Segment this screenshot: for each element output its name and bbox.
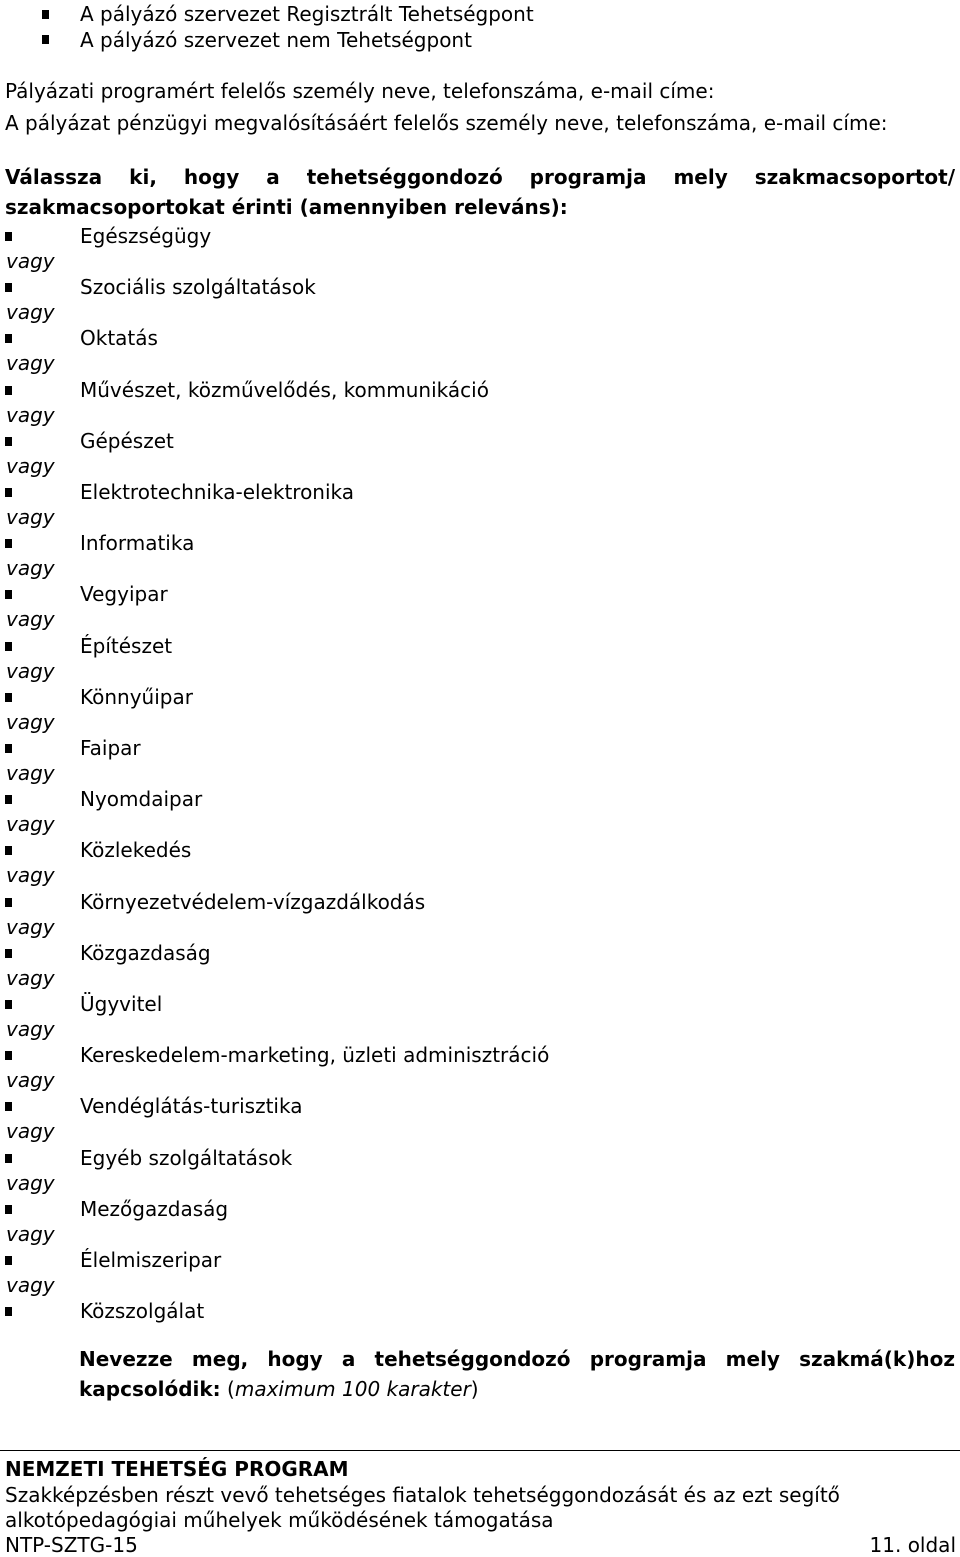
bullet-icon xyxy=(5,386,12,395)
footer-line-2: alkotópedagógiai műhelyek működésének támogatása xyxy=(5,1508,554,1532)
group-item: Szociális szolgáltatások xyxy=(80,275,316,299)
footer-page: 11. oldal xyxy=(869,1533,956,1557)
bullet-icon xyxy=(5,1256,12,1265)
group-item: Mezőgazdaság xyxy=(80,1197,229,1221)
group-item: Környezetvédelem-vízgazdálkodás xyxy=(80,890,426,914)
separator-or: vagy xyxy=(6,300,55,324)
separator-or: vagy xyxy=(6,1068,55,1092)
bullet-icon xyxy=(5,232,12,241)
group-item: Művészet, közművelődés, kommunikáció xyxy=(80,378,489,402)
separator-or: vagy xyxy=(6,915,55,939)
footer-rule xyxy=(0,1450,960,1451)
separator-or: vagy xyxy=(6,659,55,683)
separator-or: vagy xyxy=(6,1273,55,1297)
separator-or: vagy xyxy=(6,812,55,836)
bullet-icon xyxy=(5,283,12,292)
group-item: Közlekedés xyxy=(80,838,192,862)
group-item: Faipar xyxy=(80,736,141,760)
bullet-icon xyxy=(5,1051,12,1060)
top-option-registered: A pályázó szervezet Regisztrált Tehetségpont xyxy=(80,2,534,26)
group-item: Vendéglátás-turisztika xyxy=(80,1094,303,1118)
bullet-icon xyxy=(5,744,12,753)
group-item: Egyéb szolgáltatások xyxy=(80,1146,293,1170)
group-item: Élelmiszeripar xyxy=(80,1248,222,1272)
question-line-1: Válassza ki, hogy a tehetséggondozó programja mely szakmacsoportot/ xyxy=(5,165,955,189)
separator-or: vagy xyxy=(6,454,55,478)
bullet-icon xyxy=(5,898,12,907)
naming-label: kapcsolódik: xyxy=(79,1377,221,1401)
bullet-icon xyxy=(5,693,12,702)
bullet-icon xyxy=(42,35,49,44)
bullet-icon xyxy=(5,642,12,651)
group-item: Elektrotechnika-elektronika xyxy=(80,480,355,504)
bullet-icon xyxy=(5,1307,12,1316)
bullet-icon xyxy=(5,1000,12,1009)
group-item: Egészségügy xyxy=(80,224,212,248)
bullet-icon xyxy=(5,437,12,446)
separator-or: vagy xyxy=(6,556,55,580)
bullet-icon xyxy=(42,10,49,19)
group-item: Oktatás xyxy=(80,326,158,350)
group-item: Közszolgálat xyxy=(80,1299,205,1323)
group-item: Ügyvitel xyxy=(80,992,163,1016)
separator-or: vagy xyxy=(6,607,55,631)
bullet-icon xyxy=(5,795,12,804)
separator-or: vagy xyxy=(6,761,55,785)
naming-line-1: Nevezze meg, hogy a tehetséggondozó programja mely szakmá(k)hoz xyxy=(79,1347,955,1371)
footer-program: NEMZETI TEHETSÉG PROGRAM xyxy=(5,1457,349,1481)
question-line-2: szakmacsoportokat érinti (amennyiben releváns): xyxy=(5,195,568,219)
group-item: Építészet xyxy=(80,634,173,658)
bullet-icon xyxy=(5,1205,12,1214)
group-item: Vegyipar xyxy=(80,582,168,606)
separator-or: vagy xyxy=(6,966,55,990)
separator-or: vagy xyxy=(6,863,55,887)
bullet-icon xyxy=(5,334,12,343)
bullet-icon xyxy=(5,590,12,599)
separator-or: vagy xyxy=(6,403,55,427)
footer-code: NTP-SZTG-15 xyxy=(5,1533,138,1557)
separator-or: vagy xyxy=(6,1222,55,1246)
contact-line-program: Pályázati programért felelős személy neve, telefonszáma, e-mail címe: xyxy=(5,79,715,103)
bullet-icon xyxy=(5,846,12,855)
footer-line-1: Szakképzésben részt vevő tehetséges fiatalok tehetséggondozását és az ezt segítő xyxy=(5,1483,840,1507)
group-item: Gépészet xyxy=(80,429,174,453)
group-item: Közgazdaság xyxy=(80,941,211,965)
bullet-icon xyxy=(5,1102,12,1111)
group-item: Könnyűipar xyxy=(80,685,193,709)
group-item: Nyomdaipar xyxy=(80,787,203,811)
separator-or: vagy xyxy=(6,1119,55,1143)
naming-hint-text: maximum 100 karakter xyxy=(234,1377,471,1401)
naming-line-2 xyxy=(79,1377,479,1401)
bullet-icon xyxy=(5,1154,12,1163)
separator-or: vagy xyxy=(6,249,55,273)
group-item: Kereskedelem-marketing, üzleti adminisztráció xyxy=(80,1043,550,1067)
separator-or: vagy xyxy=(6,351,55,375)
group-item: Informatika xyxy=(80,531,195,555)
bullet-icon xyxy=(5,539,12,548)
separator-or: vagy xyxy=(6,1171,55,1195)
separator-or: vagy xyxy=(6,710,55,734)
contact-line-finance: A pályázat pénzügyi megvalósításáért felelős személy neve, telefonszáma, e-mail címe: xyxy=(5,111,888,135)
separator-or: vagy xyxy=(6,505,55,529)
top-option-not-registered: A pályázó szervezet nem Tehetségpont xyxy=(80,28,472,52)
naming-hint: (maximum 100 karakter) xyxy=(227,1377,479,1401)
bullet-icon xyxy=(5,949,12,958)
bullet-icon xyxy=(5,488,12,497)
separator-or: vagy xyxy=(6,1017,55,1041)
